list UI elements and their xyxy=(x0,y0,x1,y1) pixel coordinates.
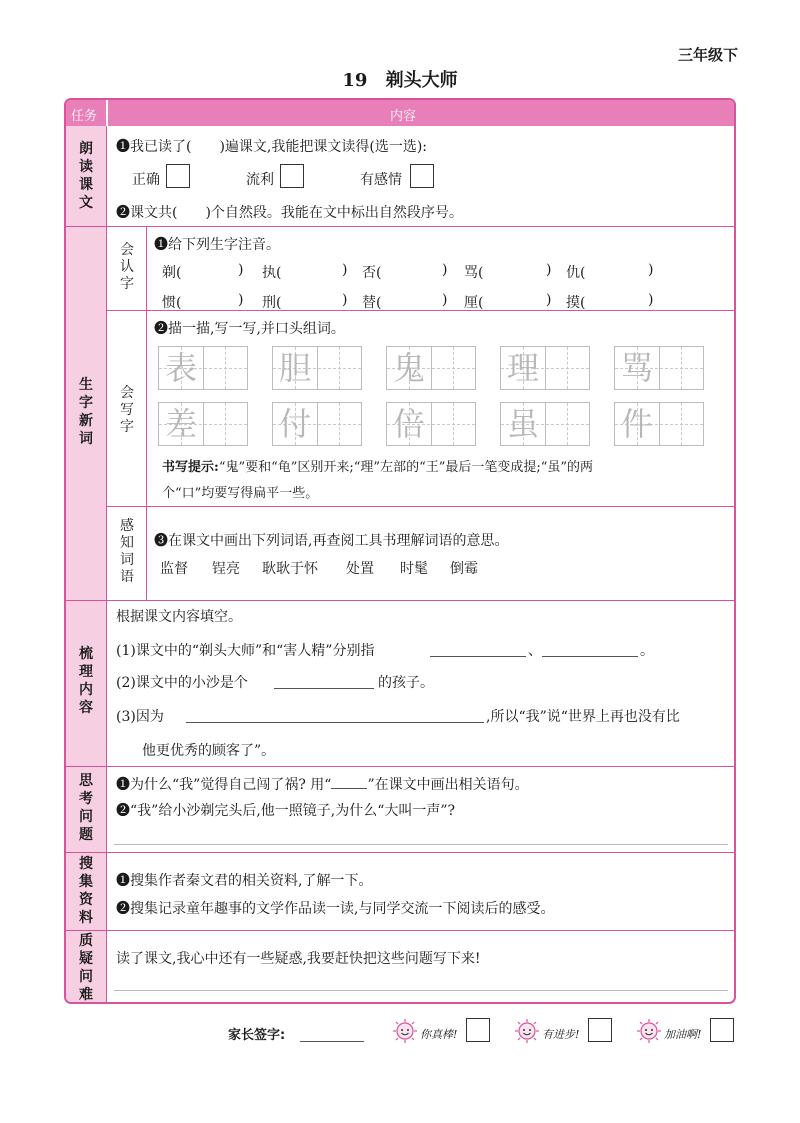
sort-q1: (1)课文中的“剃头大师”和“害人精”分别指 xyxy=(116,643,375,659)
option-label: 流利 xyxy=(246,172,274,188)
badge-label: 有进步! xyxy=(542,1028,580,1041)
pinyin-char: 厘( xyxy=(464,295,484,311)
collect-q2: ❷搜集记录童年趣事的文学作品读一读,与同学交流一下阅读后的感受。 xyxy=(116,901,555,917)
blank-line[interactable] xyxy=(542,656,638,657)
pinyin-close: ) xyxy=(342,292,348,308)
vocab-word: 耿耿于怀 xyxy=(262,561,318,577)
badge-label: 你真棒! xyxy=(420,1028,458,1041)
header-task: 任务 xyxy=(71,109,98,124)
writing-grid[interactable] xyxy=(272,402,362,446)
perceive-instruction: ❸在课文中画出下列词语,再查阅工具书理解词语的意思。 xyxy=(154,533,509,549)
pinyin-close: ) xyxy=(442,262,448,278)
pinyin-close: ) xyxy=(546,262,552,278)
writing-grid[interactable] xyxy=(614,346,704,390)
blank-line[interactable] xyxy=(430,656,526,657)
trace-char: 理 xyxy=(506,349,539,387)
blank-line[interactable] xyxy=(274,688,374,689)
pinyin-char: 否( xyxy=(362,265,382,281)
sort-q3: (3)因为 xyxy=(116,709,164,725)
writing-grid[interactable] xyxy=(386,402,476,446)
write-instruction: ❷描一描,写一写,并口头组词。 xyxy=(154,321,345,337)
trace-char: 胆 xyxy=(278,349,311,387)
trace-char: 付 xyxy=(278,405,311,443)
pinyin-char: 仇( xyxy=(566,265,586,281)
trace-char: 表 xyxy=(164,349,197,387)
option-label: 正确 xyxy=(132,172,160,188)
pinyin-close: ) xyxy=(546,292,552,308)
writing-grid[interactable] xyxy=(386,346,476,390)
pinyin-close: ) xyxy=(238,262,244,278)
tip-label: 书写提示: xyxy=(162,460,219,475)
label-vocab: 生 字 新 词 xyxy=(79,377,93,447)
label-think: 思 考 问 题 xyxy=(79,773,93,843)
label-collect: 搜 集 资 料 xyxy=(79,856,93,926)
trace-char: 差 xyxy=(164,405,197,443)
option-label: 有感情 xyxy=(360,172,402,188)
writing-tip xyxy=(162,456,593,475)
answer-line[interactable] xyxy=(114,990,728,991)
pinyin-char: 剃( xyxy=(162,265,182,281)
vocab-word: 时髦 xyxy=(400,561,428,577)
label-recognize: 会 认 字 xyxy=(120,242,134,292)
think-q1: ❶为什么“我”觉得自己闯了祸? 用“ ”在课文中画出相关语句。 xyxy=(116,777,529,793)
parent-sign-line[interactable] xyxy=(300,1041,364,1042)
sort-intro: 根据课文内容填空。 xyxy=(116,609,242,625)
vocab-word: 倒霉 xyxy=(450,561,478,577)
vocab-word: 锃亮 xyxy=(212,561,240,577)
pinyin-close: ) xyxy=(342,262,348,278)
trace-char: 鬼 xyxy=(392,349,425,387)
trace-char: 件 xyxy=(620,405,653,443)
pinyin-char: 摸( xyxy=(566,295,586,311)
question-text: 读了课文,我心中还有一些疑惑,我要赶快把这些问题写下来! xyxy=(116,951,481,967)
sun-face-icon xyxy=(392,1018,418,1044)
pinyin-char: 骂( xyxy=(464,265,484,281)
pinyin-char: 惯( xyxy=(162,295,182,311)
sort-q3-cont: 他更优秀的顾客了”。 xyxy=(142,743,276,759)
answer-line[interactable] xyxy=(114,844,728,845)
worksheet-table: 任务 内容 朗 读 课 文 生 字 新 词 梳 理 内 容 思 考 问 题 搜 集 资 料 质 疑 问 难 会 认 字 会 写 字 感 知 词 语 ❶我已读了( )遍课文,我能把课文读得(选一选): 正确 流利 有感情 ❷课文共( )个自然段。我能在文中标出自然段序号。 ❶给下列生字注音。 剃( ) 执( ) 否( ) 骂( ) 仇( ) 惯( ) 刑( ) 替( ) 厘( ) 摸( ) ❷描一描,写一写,并口头组词。 表 胆 鬼 理 骂 差 付 倍 虽 件 书写提示:“鬼”要和“龟”区别开来;“理”左部的“王”最后一笔变成提;“虽”的两 个“口”均要写得扁平一些。 ❸在课文中画出下列词语,再查阅工具书理解词语的意思。 监督 锃亮 耿耿于怀 处置 时髦 倒霉 根据课文内容填空。 (1)课文中的“剃头大师”和“害人精”分别指 、 。 (2)课文中的小沙是个 的孩子。 (3)因为 ,所以“我”说“世界上再也没有比 他更优秀的顾客了”。 ❶为什么“我”觉得自己闯了祸? 用“ ”在课文中画出相关语句。 ❷“我”给小沙剃完头后,他一照镜子,为什么“大叫一声”? ❶搜集作者秦文君的相关资料,了解一下。 ❷搜集记录童年趣事的文学作品读一读,与同学交流一下阅读后的感受。 读了课文,我心中还有一些疑惑,我要赶快把这些问题写下来! xyxy=(64,98,736,1004)
label-perceive: 感 知 词 语 xyxy=(120,518,134,585)
writing-grid[interactable] xyxy=(500,346,590,390)
pinyin-close: ) xyxy=(648,292,654,308)
pinyin-close: ) xyxy=(442,292,448,308)
lesson-name: 剃头大师 xyxy=(385,70,458,91)
badge-label: 加油啊! xyxy=(664,1028,702,1041)
reading-q1: ❶我已读了( )遍课文,我能把课文读得(选一选): xyxy=(116,139,428,155)
blank-line[interactable] xyxy=(186,722,484,723)
writing-grid[interactable] xyxy=(272,346,362,390)
lesson-title xyxy=(0,66,800,92)
badge-checkbox[interactable] xyxy=(466,1018,490,1042)
tip-line1: “鬼”要和“龟”区别开来;“理”左部的“王”最后一笔变成提;“虽”的两 xyxy=(218,460,594,475)
trace-char: 骂 xyxy=(620,349,653,387)
pinyin-char: 刑( xyxy=(262,295,282,311)
pinyin-close: ) xyxy=(238,292,244,308)
vocab-word: 监督 xyxy=(160,561,188,577)
writing-grid[interactable] xyxy=(614,402,704,446)
sun-face-icon xyxy=(636,1018,662,1044)
sort-q2: (2)课文中的小沙是个 xyxy=(116,675,248,691)
think-q2: ❷“我”给小沙剃完头后,他一照镜子,为什么“大叫一声”? xyxy=(116,803,456,819)
option-checkbox[interactable] xyxy=(280,164,304,188)
badge-checkbox[interactable] xyxy=(710,1018,734,1042)
trace-char: 倍 xyxy=(392,405,425,443)
collect-q1: ❶搜集作者秦文君的相关资料,了解一下。 xyxy=(116,873,373,889)
reading-q2: ❷课文共( )个自然段。我能在文中标出自然段序号。 xyxy=(116,205,463,221)
option-checkbox[interactable] xyxy=(166,164,190,188)
writing-grid[interactable] xyxy=(500,402,590,446)
writing-grid[interactable] xyxy=(158,346,248,390)
label-reading: 朗 读 课 文 xyxy=(79,141,93,211)
vocab-word: 处置 xyxy=(346,561,374,577)
lesson-number: 19 xyxy=(342,70,368,91)
badge-checkbox[interactable] xyxy=(588,1018,612,1042)
pinyin-char: 替( xyxy=(362,295,382,311)
header-content: 内容 xyxy=(390,109,417,124)
sun-face-icon xyxy=(514,1018,540,1044)
pinyin-close: ) xyxy=(648,262,654,278)
recognize-instruction: ❶给下列生字注音。 xyxy=(154,237,280,253)
label-write: 会 写 字 xyxy=(120,385,134,435)
option-checkbox[interactable] xyxy=(410,164,434,188)
label-question: 质 疑 问 难 xyxy=(79,933,93,1003)
pinyin-char: 执( xyxy=(262,265,282,281)
parent-sign-label: 家长签字: xyxy=(228,1028,286,1043)
tip-line2: 个“口”均要写得扁平一些。 xyxy=(162,486,319,501)
writing-grid[interactable] xyxy=(158,402,248,446)
label-sort: 梳 理 内 容 xyxy=(79,646,93,716)
trace-char: 虽 xyxy=(506,405,539,443)
grade-label: 三年级下 xyxy=(677,46,738,64)
